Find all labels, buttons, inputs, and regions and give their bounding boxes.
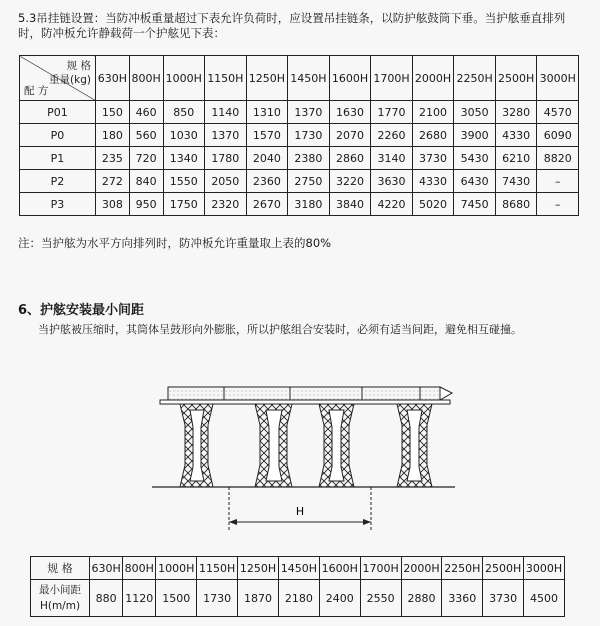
table-cell: 1770 xyxy=(371,101,413,124)
table-cell: 2750 xyxy=(288,170,330,193)
table-cell: 6210 xyxy=(495,147,537,170)
table-cell: – xyxy=(537,193,579,216)
spacing-table-row xyxy=(31,580,565,617)
table-cell: 1570 xyxy=(246,124,288,147)
table-cell: 1870 xyxy=(238,580,279,617)
load-table-header xyxy=(20,56,579,101)
table-cell: 840 xyxy=(129,170,163,193)
table-cell: 1370 xyxy=(288,101,330,124)
table-cell: 7450 xyxy=(454,193,496,216)
col-header: 1600H xyxy=(329,56,371,101)
table-cell: 4220 xyxy=(371,193,413,216)
table-cell: 5430 xyxy=(454,147,496,170)
table-cell: 3280 xyxy=(495,101,537,124)
col-header: 3000H xyxy=(524,557,565,580)
table-cell: 2400 xyxy=(319,580,360,617)
table-cell: 950 xyxy=(129,193,163,216)
col-header: 1000H xyxy=(156,557,197,580)
table-cell: 3840 xyxy=(329,193,371,216)
table-cell: 2550 xyxy=(360,580,401,617)
table-cell: 2880 xyxy=(401,580,442,617)
table-cell: 8680 xyxy=(495,193,537,216)
table-cell: 2360 xyxy=(246,170,288,193)
col-header: 2500H xyxy=(495,56,537,101)
section-6-title: 6、护舷安装最小间距 xyxy=(18,303,145,318)
table-cell: 2860 xyxy=(329,147,371,170)
spacing-row-label-line1: 最小间距 xyxy=(39,584,81,596)
fender-panel xyxy=(160,387,452,404)
table-cell: 6090 xyxy=(537,124,579,147)
table-cell: 3360 xyxy=(442,580,483,617)
table-cell: 3140 xyxy=(371,147,413,170)
table-cell: 880 xyxy=(90,580,123,617)
load-table xyxy=(19,55,579,216)
table-cell: 5020 xyxy=(412,193,454,216)
col-header: 1700H xyxy=(371,56,413,101)
table-cell: 4570 xyxy=(537,101,579,124)
fender-3 xyxy=(319,404,354,487)
table-cell: 2260 xyxy=(371,124,413,147)
table-cell: 2050 xyxy=(205,170,247,193)
col-header: 630H xyxy=(90,557,123,580)
table-cell: 1730 xyxy=(288,124,330,147)
table-cell: 8820 xyxy=(537,147,579,170)
dimension-label: H xyxy=(295,505,305,518)
section-5-3-line2: 时，防冲板允许静载荷一个护舷见下表： xyxy=(18,26,225,40)
col-header: 1150H xyxy=(197,557,238,580)
table-cell: 7430 xyxy=(495,170,537,193)
table-cell: 3180 xyxy=(288,193,330,216)
table-cell: 6430 xyxy=(454,170,496,193)
row-label: P0 xyxy=(20,124,96,147)
col-header: 2500H xyxy=(483,557,524,580)
fender-2 xyxy=(255,404,292,487)
table-note: 注：当护舷为水平方向排列时，防冲板允许重量取上表的80% xyxy=(18,236,332,250)
table-cell: 3730 xyxy=(412,147,454,170)
table-cell: 4330 xyxy=(495,124,537,147)
table-cell: 850 xyxy=(163,101,205,124)
table-cell: 4330 xyxy=(412,170,454,193)
section-6-desc: 当护舷被压缩时，其筒体呈鼓形向外膨胀，所以护舷组合安装时，必须有适当间距，避免相互碰撞。 xyxy=(38,323,522,336)
table-cell: 3630 xyxy=(371,170,413,193)
table-row xyxy=(20,124,579,147)
table-cell: 460 xyxy=(129,101,163,124)
table-row xyxy=(20,193,579,216)
fender-spacing-diagram xyxy=(0,365,600,565)
table-cell: 1120 xyxy=(123,580,156,617)
spacing-table-header xyxy=(31,557,565,580)
col-header: 1150H xyxy=(205,56,247,101)
row-label: P01 xyxy=(20,101,96,124)
table-cell: 1030 xyxy=(163,124,205,147)
table-cell: – xyxy=(537,170,579,193)
table-cell: 2180 xyxy=(278,580,319,617)
row-label: P3 xyxy=(20,193,96,216)
col-header: 2000H xyxy=(412,56,454,101)
table-cell: 3050 xyxy=(454,101,496,124)
table-cell: 3900 xyxy=(454,124,496,147)
table-cell: 150 xyxy=(96,101,130,124)
table-cell: 1370 xyxy=(205,124,247,147)
col-header: 1450H xyxy=(278,557,319,580)
table-cell: 272 xyxy=(96,170,130,193)
row-label: P1 xyxy=(20,147,96,170)
table-cell: 1780 xyxy=(205,147,247,170)
table-cell: 2680 xyxy=(412,124,454,147)
col-header: 2000H xyxy=(401,557,442,580)
fender-1 xyxy=(180,404,213,487)
table-cell: 1140 xyxy=(205,101,247,124)
col-header: 3000H xyxy=(537,56,579,101)
col-header: 1700H xyxy=(360,557,401,580)
section-5-3-text xyxy=(18,11,593,41)
spacing-header-label: 规 格 xyxy=(31,557,90,580)
table-cell: 3730 xyxy=(483,580,524,617)
spacing-table xyxy=(30,556,565,617)
section-5-3-line1: 5.3吊挂链设置：当防冲板重量超过下表允许负荷时，应设置吊挂链条，以防护舷鼓筒下垂。当护舷垂直排列 xyxy=(18,11,566,25)
table-cell: 1340 xyxy=(163,147,205,170)
col-header: 1250H xyxy=(238,557,279,580)
spacing-row-label-line2: H(m/m) xyxy=(39,600,81,612)
table-cell: 2100 xyxy=(412,101,454,124)
table-cell: 1550 xyxy=(163,170,205,193)
col-header: 1000H xyxy=(163,56,205,101)
corner-spec: 规 格 xyxy=(66,60,91,72)
table-cell: 1630 xyxy=(329,101,371,124)
table-cell: 308 xyxy=(96,193,130,216)
corner-config: 配 方 xyxy=(24,85,49,97)
col-header: 800H xyxy=(123,557,156,580)
col-header: 1450H xyxy=(288,56,330,101)
fender-4 xyxy=(397,404,432,487)
table-cell: 1730 xyxy=(197,580,238,617)
table-cell: 4500 xyxy=(524,580,565,617)
col-header: 1250H xyxy=(246,56,288,101)
table-cell: 180 xyxy=(96,124,130,147)
table-cell: 1310 xyxy=(246,101,288,124)
table-row xyxy=(20,147,579,170)
col-header: 1600H xyxy=(319,557,360,580)
row-label: P2 xyxy=(20,170,96,193)
spacing-row-label xyxy=(31,580,90,617)
table-row xyxy=(20,170,579,193)
table-cell: 2070 xyxy=(329,124,371,147)
col-header: 2250H xyxy=(454,56,496,101)
table-cell: 2670 xyxy=(246,193,288,216)
table-cell: 235 xyxy=(96,147,130,170)
table-cell: 2040 xyxy=(246,147,288,170)
col-header: 2250H xyxy=(442,557,483,580)
table-cell: 3220 xyxy=(329,170,371,193)
table-cell: 1750 xyxy=(163,193,205,216)
table-cell: 560 xyxy=(129,124,163,147)
table-cell: 2380 xyxy=(288,147,330,170)
corner-weight: 重量(kg) xyxy=(49,74,91,86)
col-header: 630H xyxy=(96,56,130,101)
table-cell: 720 xyxy=(129,147,163,170)
dimension-h xyxy=(229,487,371,530)
col-header: 800H xyxy=(129,56,163,101)
corner-cell xyxy=(20,56,96,101)
table-row xyxy=(20,101,579,124)
table-cell: 1500 xyxy=(156,580,197,617)
table-cell: 2320 xyxy=(205,193,247,216)
